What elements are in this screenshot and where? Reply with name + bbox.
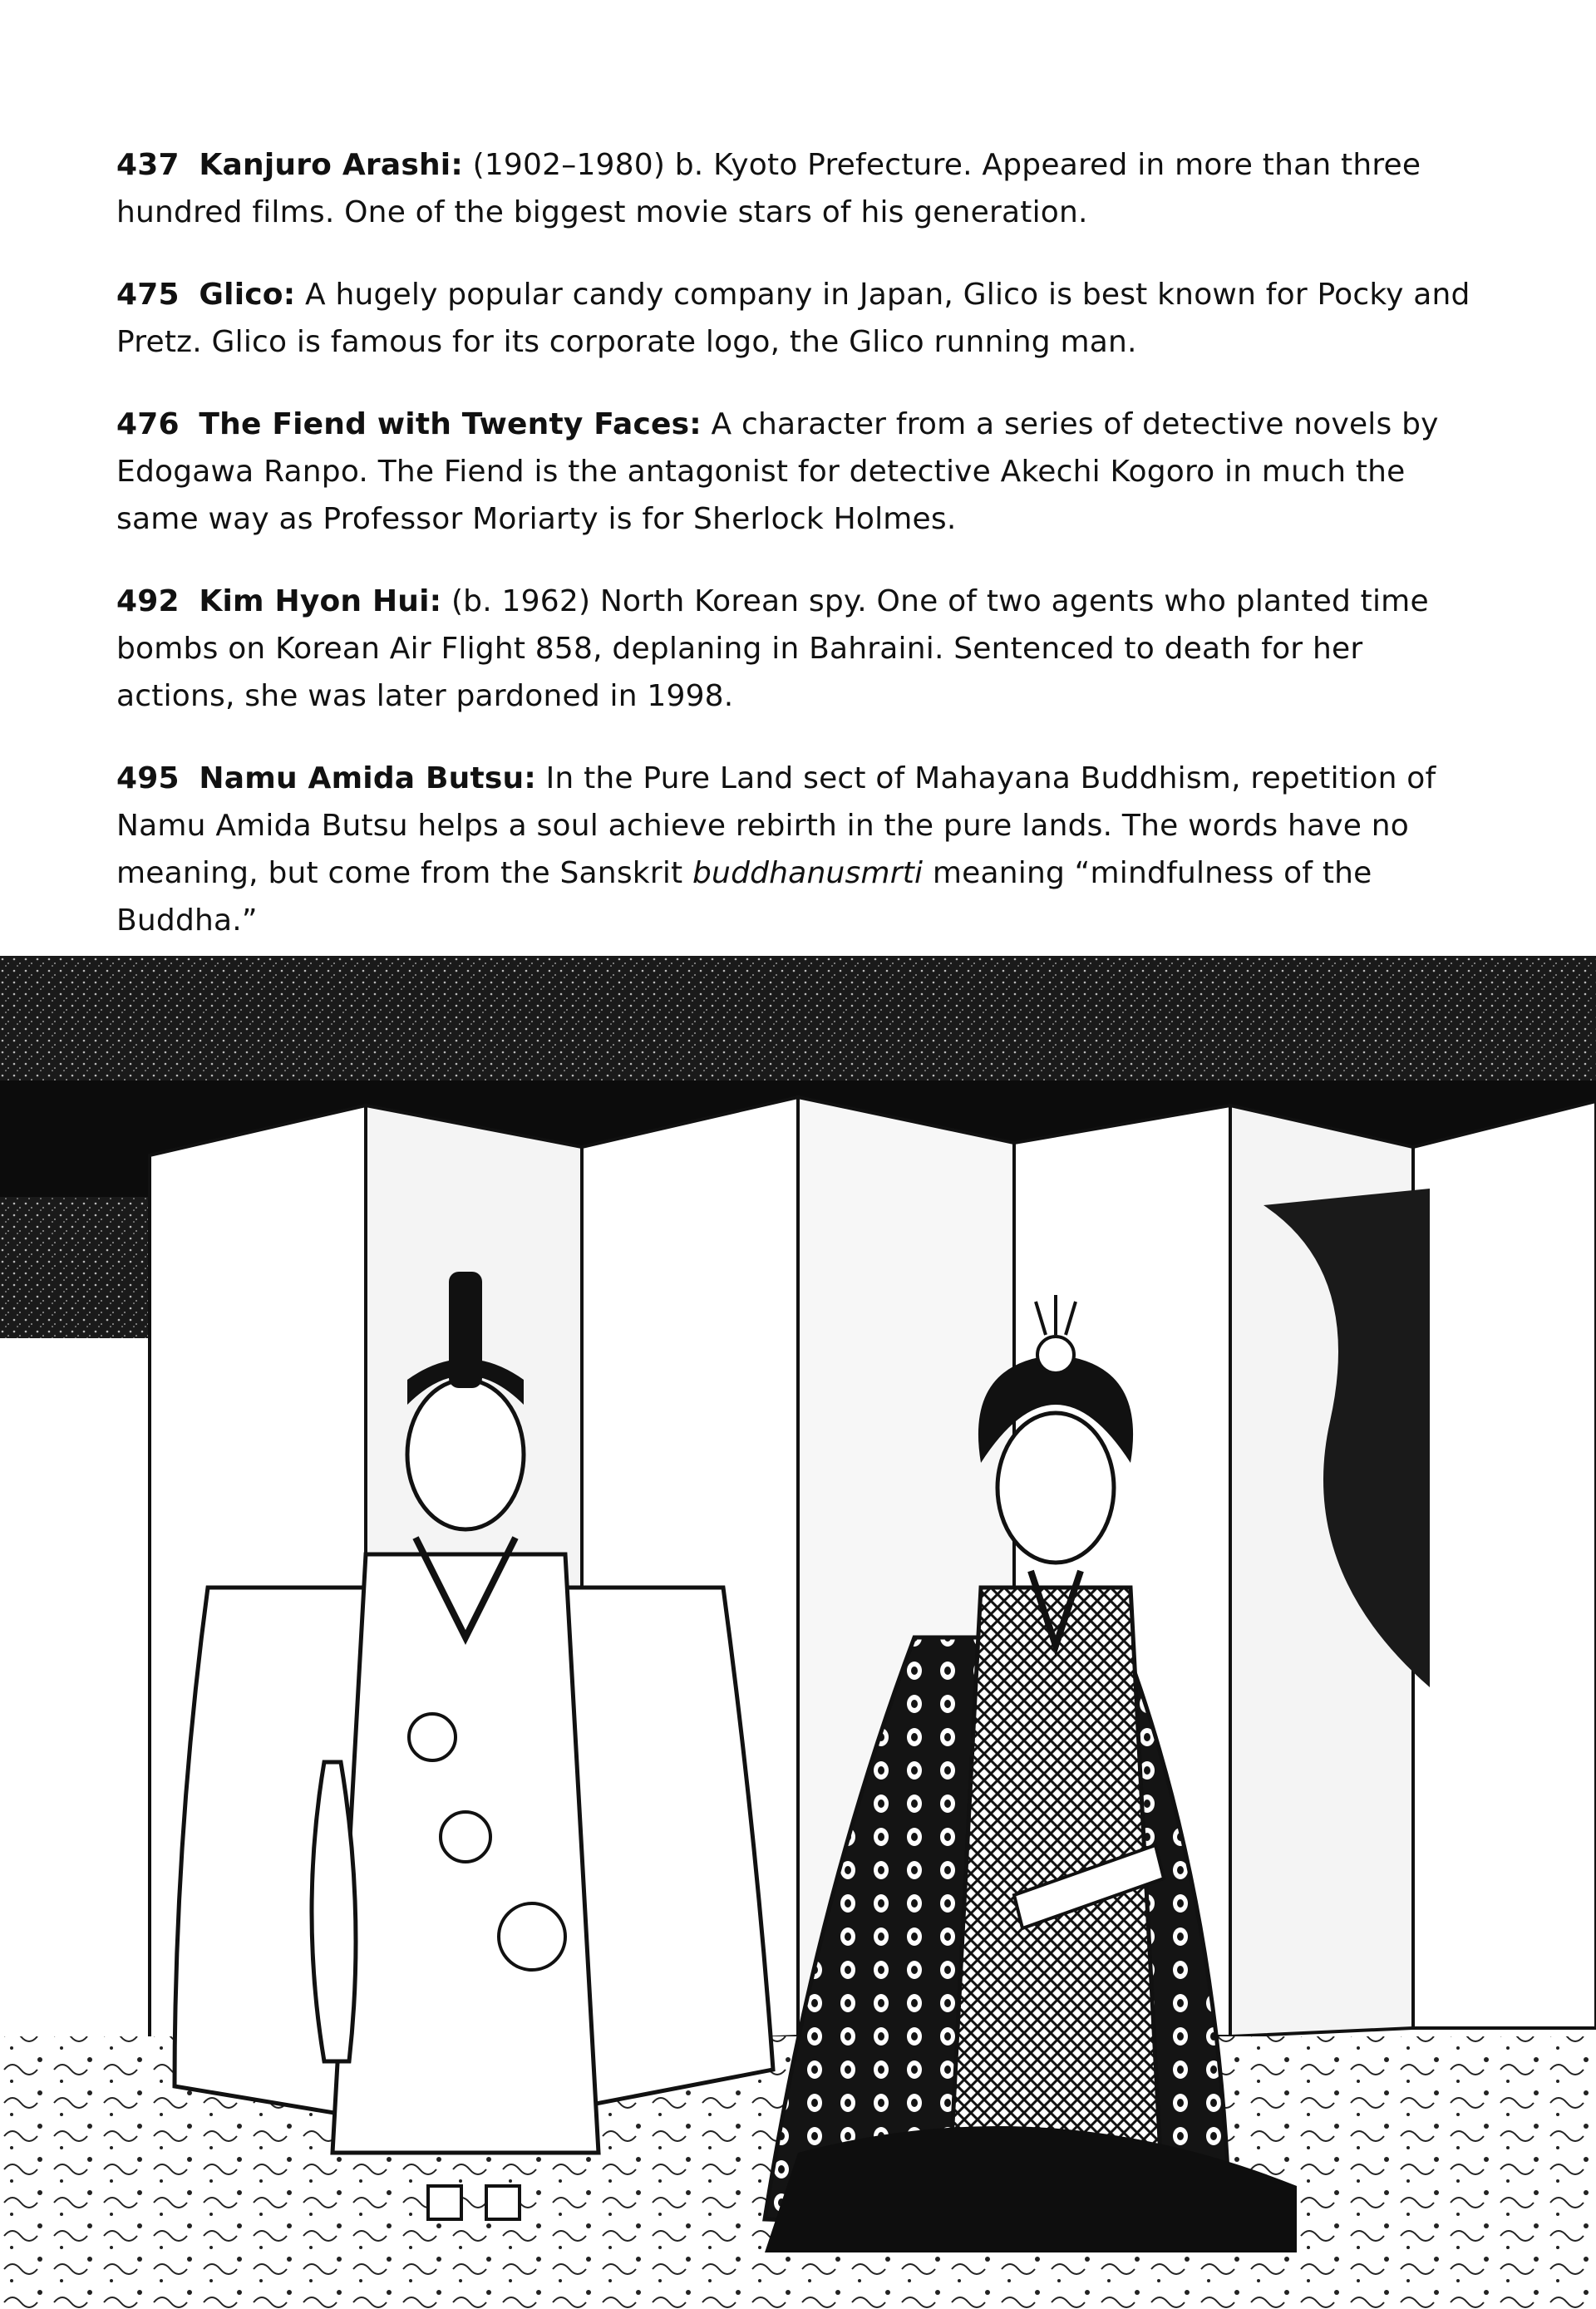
note-number: 492 (116, 584, 180, 618)
note-number: 437 (116, 148, 180, 182)
note-text: (b. 1962) North Korean spy. One of two agents who planted time bombs on Korean Air Flight 858, deplaning in Bahraini. Sentenced to death for her actions, she was later pardoned in 1998. (116, 584, 1429, 713)
note-475 (116, 271, 1488, 366)
note-term: The Fiend with Twenty Faces: (199, 407, 702, 441)
note-495 (116, 755, 1488, 944)
note-term: Glico: (199, 278, 296, 312)
glossary-notes (116, 141, 1488, 979)
note-476 (116, 401, 1488, 543)
note-text-after: meaning “mindfulness of the Buddha.” (116, 856, 1372, 938)
note-text-italic: buddhanusmrti (692, 856, 924, 890)
note-term: Namu Amida Butsu: (199, 761, 536, 795)
note-437 (116, 141, 1488, 236)
manga-illustration (0, 956, 1596, 2309)
note-text-before: In the Pure Land sect of Mahayana Buddhism, repetition of Namu Amida Butsu helps a soul achieve rebirth in the pure lands. The words have no meaning, but come from the Sanskrit (116, 761, 1436, 890)
hina-dolls-drawing (0, 956, 1596, 2309)
note-term: Kanjuro Arashi: (199, 148, 463, 182)
note-492 (116, 578, 1488, 720)
note-number: 495 (116, 761, 180, 795)
note-text: A hugely popular candy company in Japan, Glico is best known for Pocky and Pretz. Glico is famous for its corporate logo, the Glico running man. (116, 278, 1470, 359)
note-term: Kim Hyon Hui: (199, 584, 442, 618)
note-number: 476 (116, 407, 180, 441)
note-text: (1902–1980) b. Kyoto Prefecture. Appeared in more than three hundred films. One of the biggest movie stars of his generation. (116, 148, 1421, 229)
note-text: A character from a series of detective novels by Edogawa Ranpo. The Fiend is the antagonist for detective Akechi Kogoro in much the same way as Professor Moriarty is for Sherlock Holmes. (116, 407, 1439, 536)
note-number: 475 (116, 278, 180, 312)
